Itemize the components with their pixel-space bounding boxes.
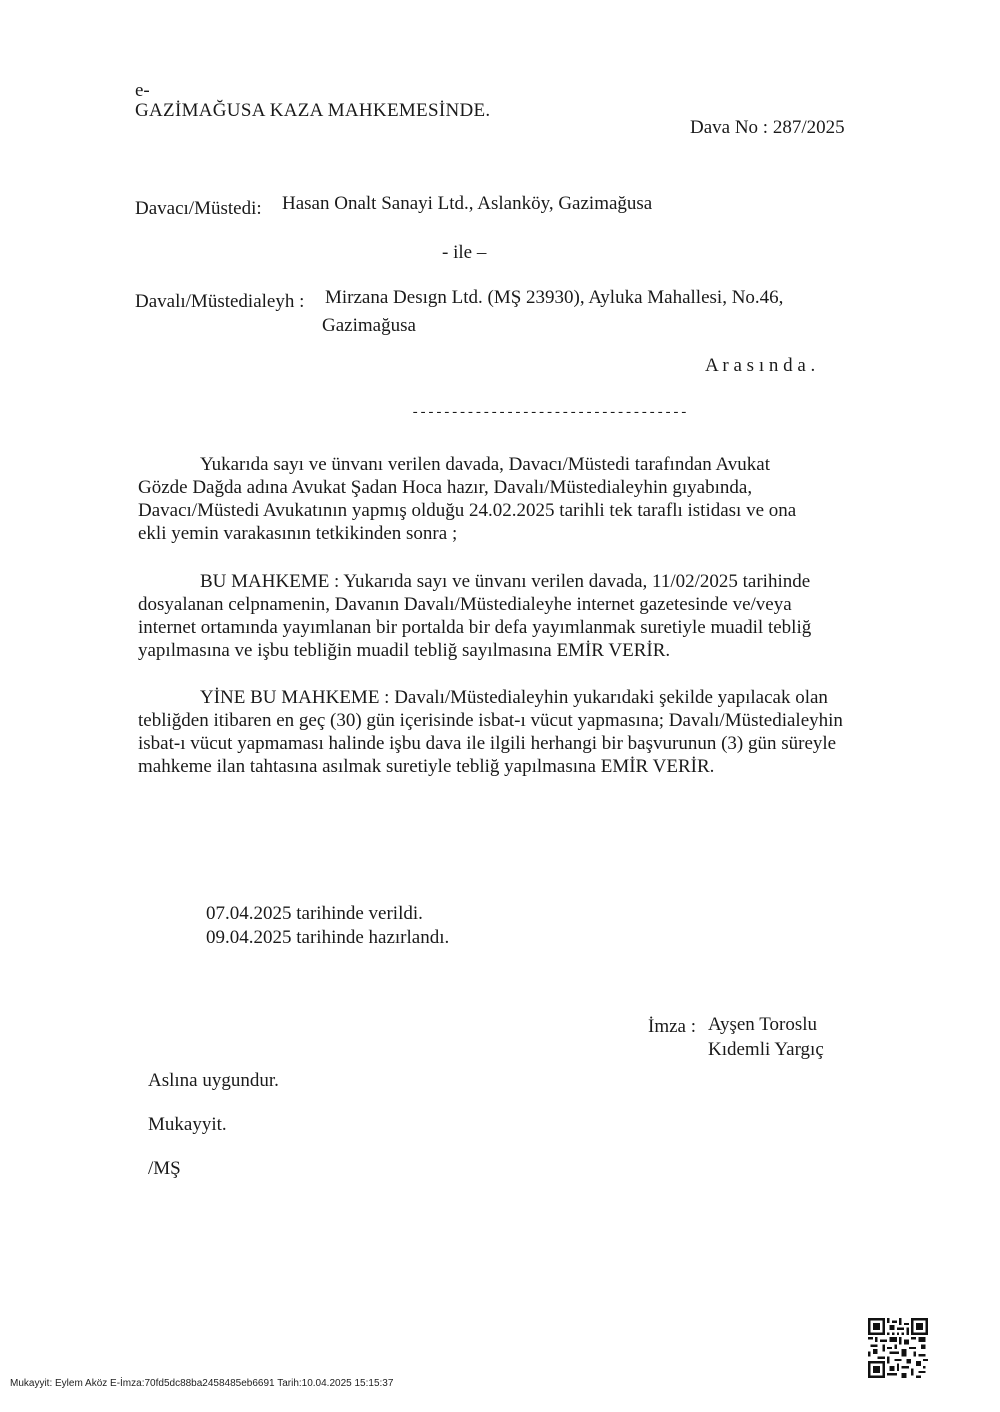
arasinda: A r a s ı n d a . (705, 355, 816, 376)
defendant-label: Davalı/Müstedialeyh : (135, 291, 305, 312)
defendant-name: Mirzana Desıgn Ltd. (MŞ 23930), Ayluka Mahallesi, No.46, (325, 287, 784, 308)
case-number: Dava No : 287/2025 (690, 117, 845, 138)
paragraph-line: internet ortamında yayımlanan bir portalda bir defa yayımlanmak suretiyle muadil tebliğ (138, 617, 812, 638)
paragraph-line: Davacı/Müstedi Avukatının yapmış olduğu 24.02.2025 tarihli tek taraflı istidası ve ona (138, 500, 797, 521)
order-paragraph-2 (138, 686, 913, 778)
certified-copy: Aslına uygundur. (148, 1070, 279, 1091)
paragraph-line: Gözde Dağda adına Avukat Şadan Hoca hazır, Davalı/Müstedialeyhin gıyabında, (138, 477, 753, 498)
paragraph-line: dosyalanan celpnamenin, Davanın Davalı/Müstedialeyhe internet gazetesinde ve/veya (138, 594, 792, 615)
court-name: GAZİMAĞUSA KAZA MAHKEMESİNDE. (135, 100, 491, 121)
defendant-city: Gazimağusa (322, 315, 416, 336)
separator-line: ----------------------------------- (411, 405, 688, 421)
plaintiff-name: Hasan Onalt Sanayi Ltd., Aslanköy, Gazimağusa (282, 193, 653, 214)
paragraph-line: ekli yemin varakasının tetkikinden sonra ; (138, 523, 458, 544)
e-signature-footer: Mukayyit: Eylem Aköz E-İmza:70fd5dc88ba2458485eb6691 Tarih:10.04.2025 15:15:37 (10, 1378, 394, 1389)
qr-code-icon (868, 1318, 928, 1378)
paragraph-line: mahkeme ilan tahtasına asılmak suretiyle tebliğ yapılmasına EMİR VERİR. (138, 756, 715, 777)
date-given: 07.04.2025 tarihinde verildi. (206, 903, 423, 924)
paragraph-line: yapılmasına ve işbu tebliğin muadil tebliğ sayılmasına EMİR VERİR. (138, 640, 671, 661)
signature-label: İmza : (648, 1016, 697, 1037)
initials: /MŞ (148, 1158, 181, 1179)
registrar: Mukayyit. (148, 1114, 227, 1135)
paragraph-line: Yukarıda sayı ve ünvanı verilen davada, Davacı/Müstedi tarafından Avukat (200, 454, 770, 475)
plaintiff-label: Davacı/Müstedi: (135, 198, 262, 219)
ile-separator: - ile – (442, 242, 487, 263)
paragraph-line: tebliğden itibaren en geç (30) gün içerisinde isbat-ı vücut yapmasına; Davalı/Müstedialeyhin (138, 710, 843, 731)
judge-title: Kıdemli Yargıç (708, 1039, 824, 1060)
date-prepared: 09.04.2025 tarihinde hazırlandı. (206, 927, 450, 948)
paragraph-line: YİNE BU MAHKEME : Davalı/Müstedialeyhin yukarıdaki şekilde yapılacak olan (200, 687, 828, 708)
preamble-paragraph (138, 453, 913, 545)
order-paragraph-1 (138, 570, 913, 662)
court-prefix: e- (135, 80, 150, 101)
paragraph-line: BU MAHKEME : Yukarıda sayı ve ünvanı verilen davada, 11/02/2025 tarihinde (200, 571, 811, 592)
paragraph-line: isbat-ı vücut yapmaması halinde işbu dava ile ilgili herhangi bir başvurunun (3) gün süreyle (138, 733, 837, 754)
judge-name: Ayşen Toroslu (708, 1014, 817, 1035)
